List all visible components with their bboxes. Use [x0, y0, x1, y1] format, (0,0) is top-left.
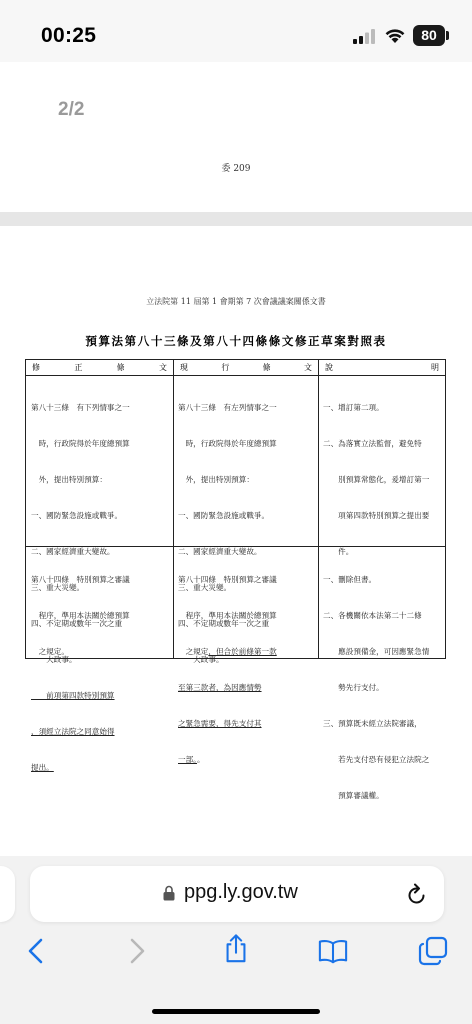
previous-tab-preview[interactable] [0, 866, 15, 922]
text-line: 一、增訂第二項。 [323, 403, 384, 412]
text-line: 外，提出特別預算： [31, 475, 107, 484]
wifi-icon [384, 26, 406, 44]
header-char: 條 [262, 363, 271, 372]
forward-icon[interactable] [121, 936, 151, 966]
text-line: 二、為落實立法監督，避免特 [323, 439, 422, 448]
row2-current-cell [178, 550, 316, 790]
text-line: 一、刪除但書。 [323, 575, 377, 584]
text-line: 三、重大災變。 [178, 583, 232, 592]
header-char: 明 [431, 363, 439, 372]
text-line: 外，提出特別預算： [178, 475, 254, 484]
underlined-line: 提出。 [31, 763, 54, 772]
share-icon[interactable] [221, 934, 251, 964]
tabs-icon[interactable] [418, 936, 448, 966]
text-line: 程序，準用本法關於總預算 [31, 611, 130, 620]
lock-icon [163, 885, 175, 901]
text-line: 大政事。 [31, 655, 77, 664]
text-line: 預算審議權。 [323, 791, 384, 800]
header-char: 文 [158, 363, 167, 372]
text-line: 之規定。 [31, 647, 69, 656]
header-explanation [319, 360, 445, 375]
document-page-2 [0, 226, 472, 856]
battery-nub [446, 31, 449, 40]
header-current [174, 360, 318, 375]
header-char: 正 [74, 363, 83, 372]
reload-icon[interactable] [406, 882, 428, 906]
back-icon[interactable] [22, 936, 52, 966]
underlined-line: ，須經立法院之同意始得 [31, 727, 115, 736]
home-indicator [152, 1009, 320, 1014]
text-line: 大政事。 [178, 655, 224, 664]
header-char: 行 [221, 363, 230, 372]
comparison-table [25, 359, 446, 800]
text-line: 二、國家經濟重大變故。 [31, 547, 115, 556]
text-line: 一、國防緊急設施或戰爭。 [178, 511, 270, 520]
table-divider [318, 360, 319, 658]
url-text[interactable]: ppg.ly.gov.tw [184, 881, 298, 903]
status-time: 00:25 [41, 24, 97, 47]
text-line: 件。 [323, 547, 354, 556]
text-line: 第八十四條 特別預算之審議 [178, 575, 277, 584]
text-line: 一、國防緊急設施或戰爭。 [31, 511, 123, 520]
text-line: 二、國家經濟重大變故。 [178, 547, 262, 556]
text-fragment: 之規定 [178, 647, 209, 656]
row2-explanation-cell [323, 550, 445, 826]
cellular-signal-icon [353, 29, 375, 44]
table-divider [26, 375, 445, 376]
table-divider [173, 360, 174, 658]
underlined-fragment: 一部。 [178, 755, 197, 764]
address-bar[interactable] [30, 866, 444, 922]
text-line: 第八十三條 有左列情事之一 [178, 403, 277, 412]
text-line: 時，行政院得於年度總預算 [31, 439, 130, 448]
text-line: 二、各機關依本法第二十二條 [323, 611, 422, 620]
bookmarks-icon[interactable] [318, 936, 348, 966]
battery-icon: 80 [413, 25, 445, 46]
underlined-fragment: ，但合於前條第一款 [208, 647, 277, 656]
document-header: 立法院第 11 屆第 1 會期第 7 次會議議案關係文書 [146, 297, 326, 306]
header-char: 說 [325, 363, 333, 372]
underlined-line: 至第三款者，為因應情勢 [178, 683, 262, 692]
text-line [178, 754, 316, 766]
text-line: 三、重大災變。 [31, 583, 85, 592]
document-page-1 [0, 62, 472, 212]
row2-amended-cell [31, 550, 171, 682]
text-line: 別預算常態化，爰增訂第一 [323, 475, 430, 484]
text-fragment: 。 [196, 755, 205, 764]
header-char: 現 [180, 363, 188, 372]
text-line: 項第四款特別預算之提出要 [323, 511, 430, 520]
header-amended [26, 360, 173, 375]
page-indicator: 2/2 [58, 99, 85, 120]
text-line: 三、預算既未經立法院審議， [323, 719, 422, 728]
text-line: 時，行政院得於年度總預算 [178, 439, 277, 448]
text-line: 四、不定期或數年一次之重 [178, 619, 270, 628]
header-char: 條 [116, 363, 125, 372]
header-char: 修 [32, 363, 40, 372]
header-char: 文 [303, 363, 312, 372]
text-line: 程序，準用本法關於總預算 [178, 611, 277, 620]
page-separator [0, 212, 472, 226]
text-line: 第八十四條 特別預算之審議 [31, 575, 130, 584]
status-bar [0, 0, 472, 62]
text-line: 四、不定期或數年一次之重 [31, 619, 123, 628]
text-line: 若先支付恐有侵犯立法院之 [323, 755, 430, 764]
page-number: 委 209 [221, 164, 251, 174]
text-line: 第八十三條 有下列情事之一 [31, 403, 130, 412]
browser-toolbar-area [0, 856, 472, 1024]
document-title: 預算法第八十三條及第八十四條條文修正草案對照表 [85, 334, 387, 348]
underlined-line: 之緊急需要，得先支付其 [178, 719, 262, 728]
text-line: 應設預備金，可因應緊急情 [323, 647, 430, 656]
text-line: 勢先行支付。 [323, 683, 384, 692]
underlined-line: 前項第四款特別預算 [31, 691, 115, 700]
text-line [178, 646, 316, 658]
